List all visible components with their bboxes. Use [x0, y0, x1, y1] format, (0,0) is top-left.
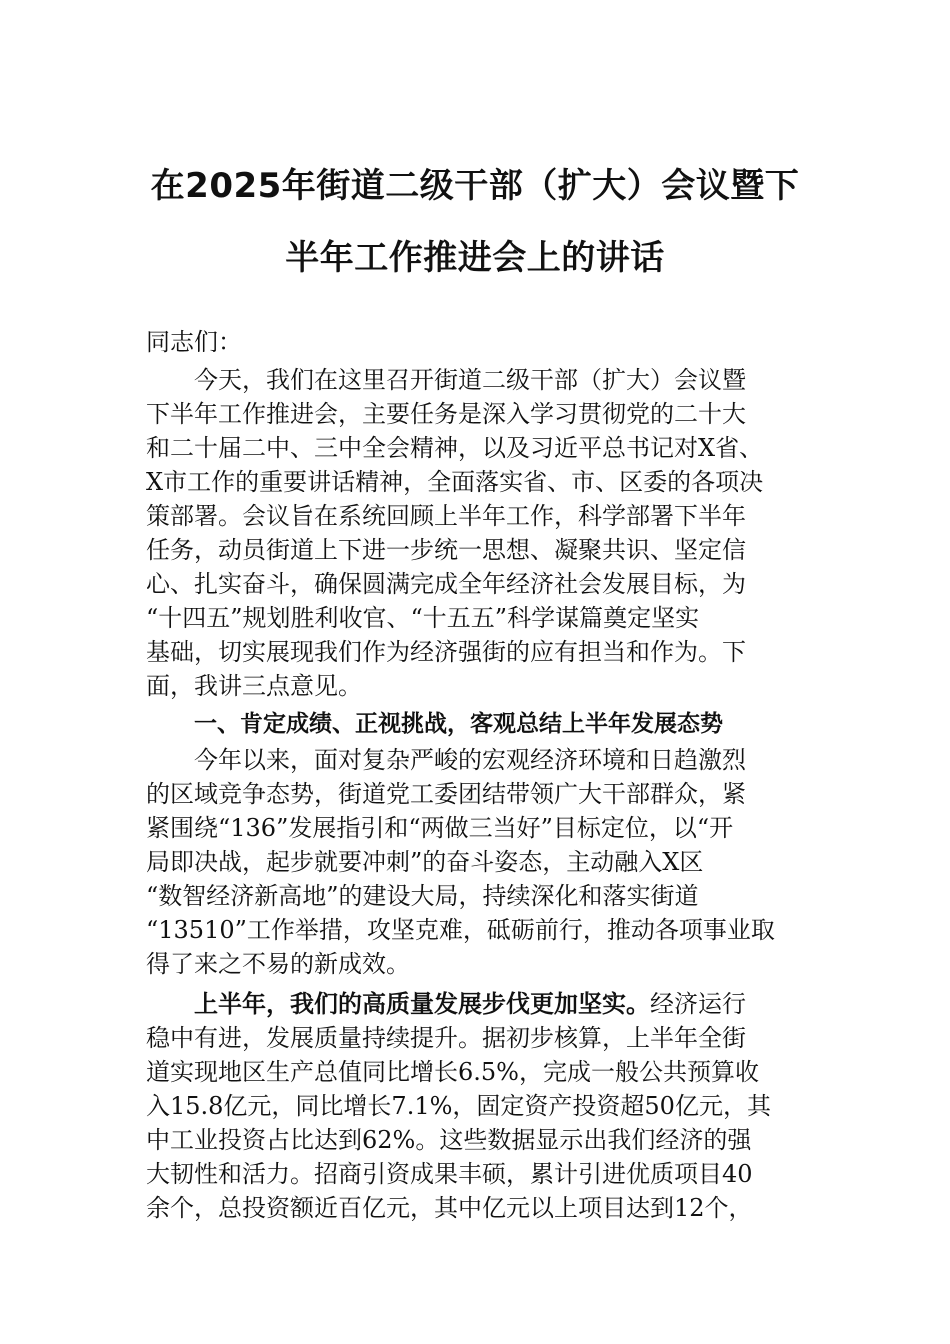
paragraph-line: 得了来之不易的新成效。 [146, 950, 410, 978]
section-heading: 一、肯定成绩、正视挑战，客观总结上半年发展态势 [194, 711, 723, 737]
salutation: 同志们： [146, 328, 242, 356]
paragraph-line: 稳中有进，发展质量持续提升。据初步核算，上半年全街 [146, 1024, 746, 1052]
document-title-line-1: 在2025年街道二级干部（扩大）会议暨下 [150, 166, 800, 206]
paragraph-line: 余个，总投资额近百亿元，其中亿元以上项目达到12个， [146, 1194, 753, 1222]
paragraph-line: 中工业投资占比达到62%。这些数据显示出我们经济的强 [146, 1126, 752, 1154]
intro-line: 下半年工作推进会，主要任务是深入学习贯彻党的二十大 [146, 400, 746, 428]
paragraph-line: “数智经济新高地”的建设大局，持续深化和落实街道 [146, 882, 699, 910]
paragraph-line: 今年以来，面对复杂严峻的宏观经济环境和日趋激烈 [194, 746, 746, 774]
paragraph-line: 的区域竞争态势，街道党工委团结带领广大干部群众，紧 [146, 780, 746, 808]
bold-lead-sentence: 上半年，我们的高质量发展步伐更加坚实。 [194, 990, 650, 1018]
paragraph-text: 经济运行 [650, 990, 746, 1018]
intro-line: 今天，我们在这里召开街道二级干部（扩大）会议暨 [194, 366, 746, 394]
paragraph-line: 入15.8亿元，同比增长7.1%，固定资产投资超50亿元，其 [146, 1092, 771, 1120]
intro-line: “十四五”规划胜利收官、“十五五”科学谋篇奠定坚实 [146, 604, 700, 632]
intro-line: 心、扎实奋斗，确保圆满完成全年经济社会发展目标，为 [146, 570, 746, 598]
intro-line: X市工作的重要讲话精神，全面落实省、市、区委的各项决 [146, 468, 764, 496]
intro-line: 面，我讲三点意见。 [146, 672, 362, 700]
document-title-line-2: 半年工作推进会上的讲话 [285, 238, 665, 278]
paragraph-line: “13510”工作举措，攻坚克难，砥砺前行，推动各项事业取 [146, 916, 775, 944]
paragraph-line: 局即决战，起步就要冲刺”的奋斗姿态，主动融入X区 [146, 848, 704, 876]
intro-line: 基础，切实展现我们作为经济强街的应有担当和作为。下 [146, 638, 746, 666]
paragraph-line: 大韧性和活力。招商引资成果丰硕，累计引进优质项目40 [146, 1160, 753, 1188]
intro-line: 任务，动员街道上下进一步统一思想、凝聚共识、坚定信 [146, 536, 746, 564]
paragraph-line: 紧围绕“136”发展指引和“两做三当好”目标定位，以“开 [146, 814, 734, 842]
paragraph-line: 道实现地区生产总值同比增长6.5%，完成一般公共预算收 [146, 1058, 759, 1086]
intro-line: 策部署。会议旨在系统回顾上半年工作，科学部署下半年 [146, 502, 746, 530]
paragraph-line [194, 988, 746, 1020]
intro-line: 和二十届二中、三中全会精神，以及习近平总书记对X省、 [146, 434, 764, 462]
